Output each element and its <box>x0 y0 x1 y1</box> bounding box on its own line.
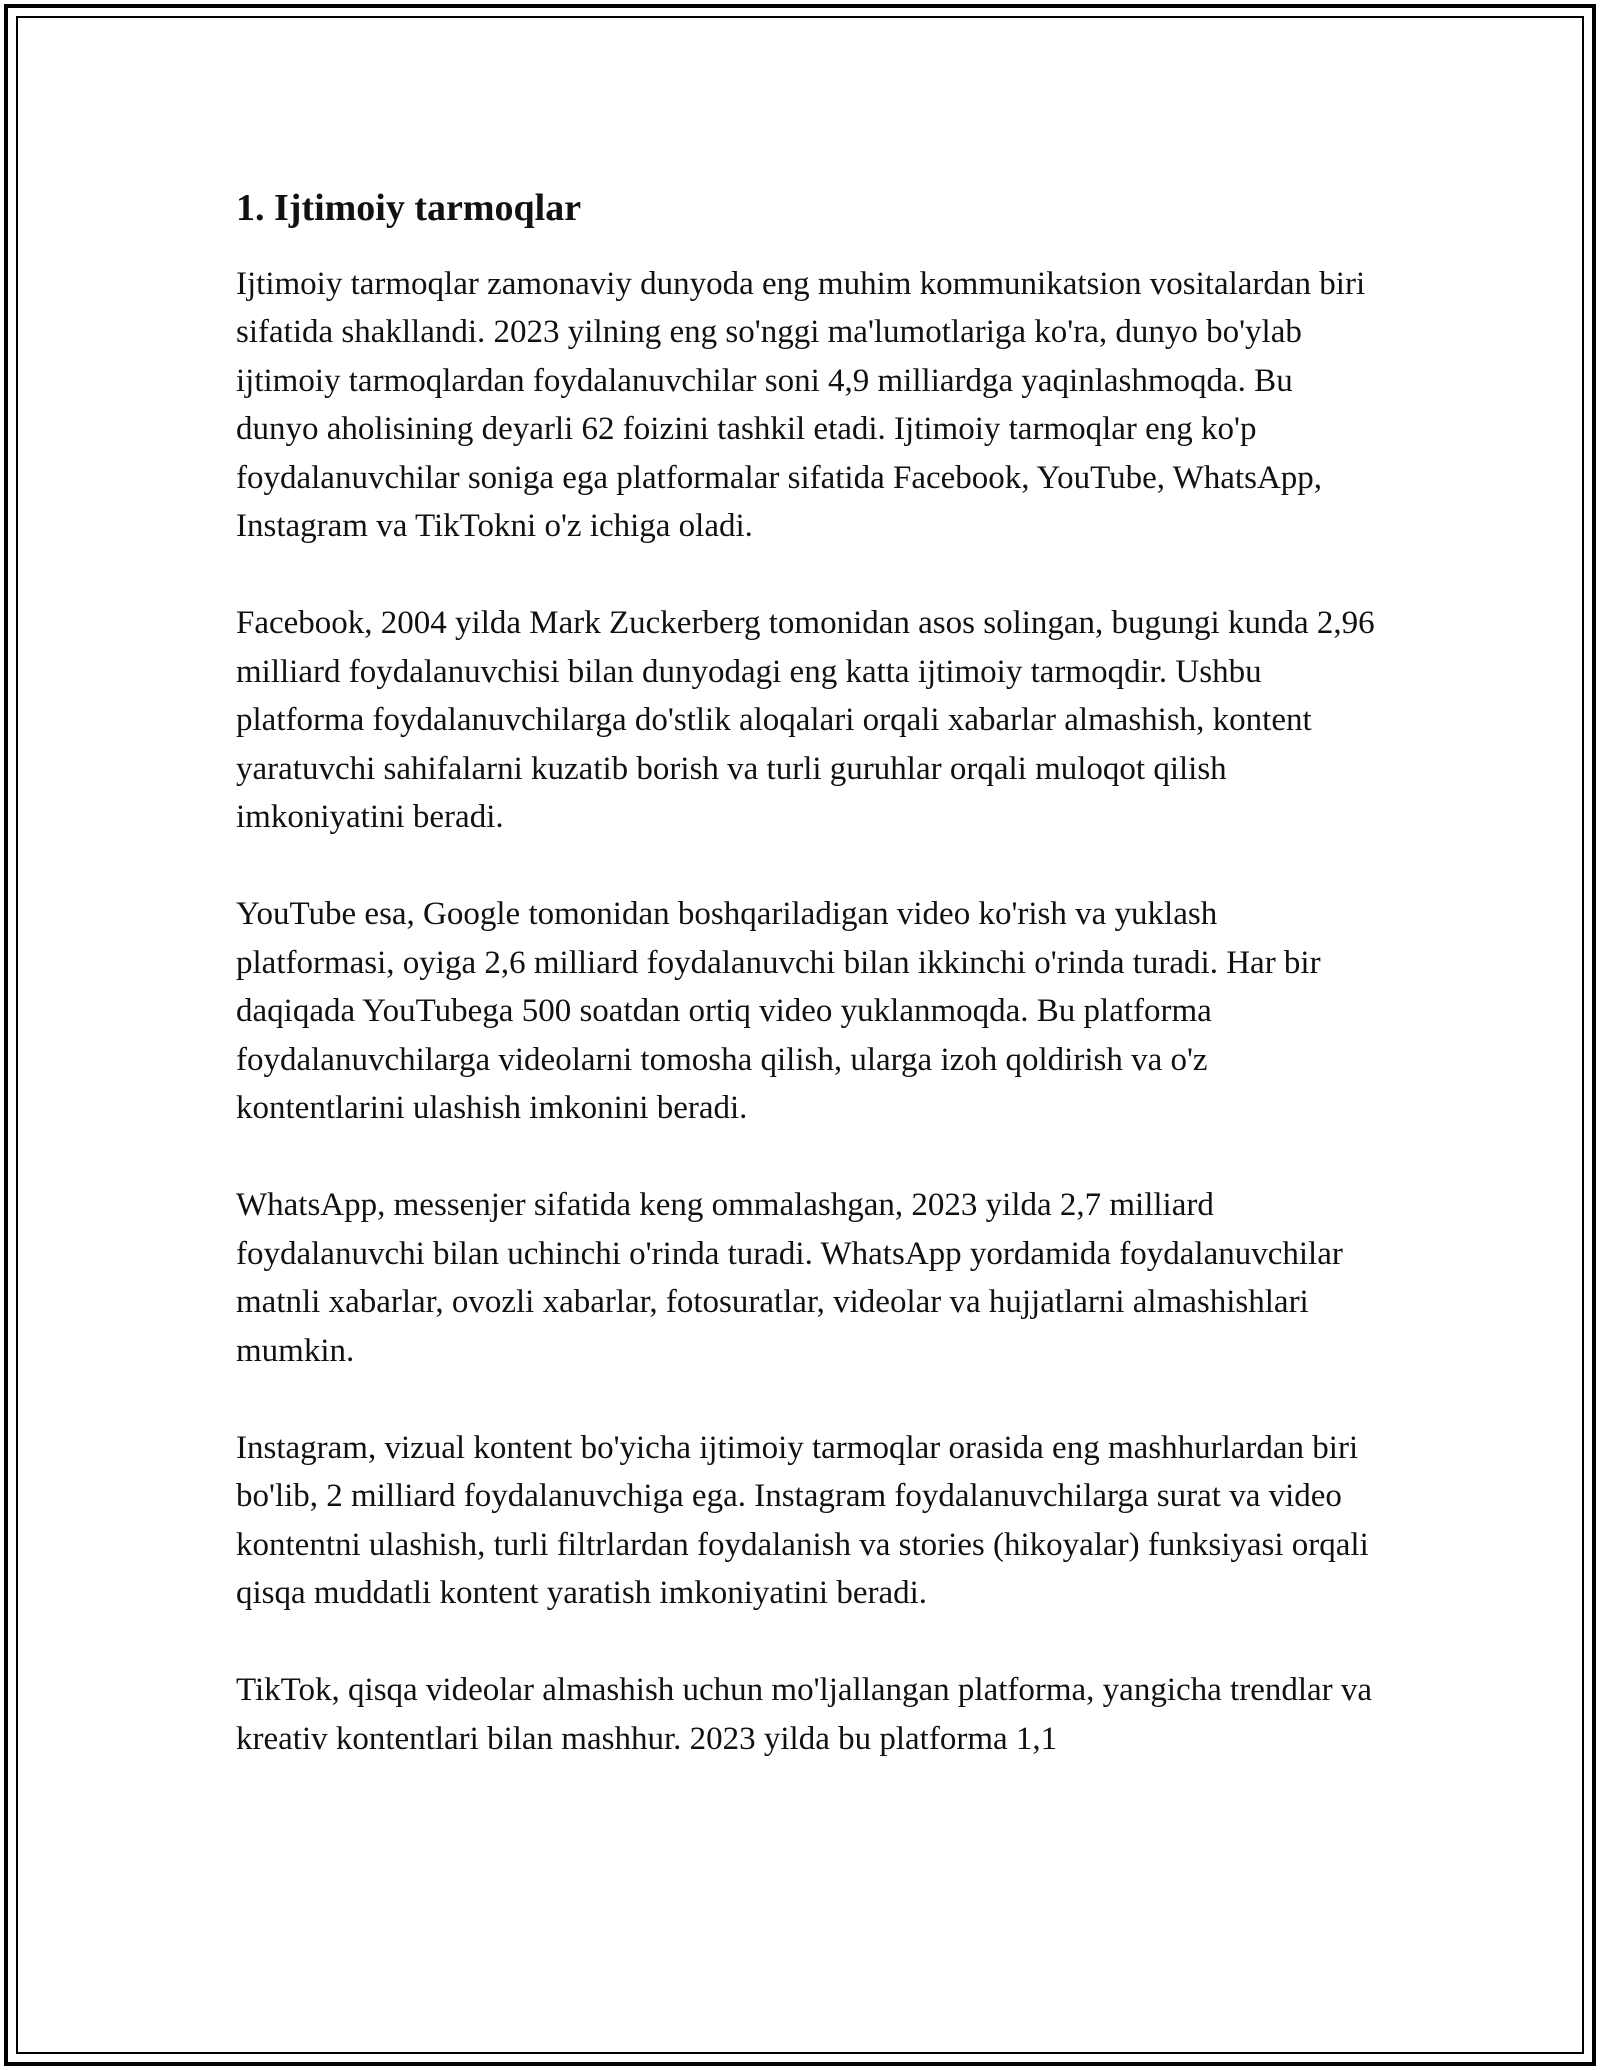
paragraph-instagram: Instagram, vizual kontent bo'yicha ijtimoiy tarmoqlar orasida eng mashhurlardan biri bo'lib, 2 milliard foydalanuvchiga ega. Instagram foydalanuvchilarga surat va video kontentni ulashish, turli filtrlardan foydalanish va stories (hikoyalar) funksiyasi orqali qisqa muddatli kontent yaratish imkoniyatini beradi. <box>236 1429 1369 1612</box>
paragraph-intro: Ijtimoiy tarmoqlar zamonaviy dunyoda eng muhim kommunikatsion vositalardan biri sifatida shakllandi. 2023 yilning eng so'nggi ma'lumotlariga ko'ra, dunyo bo'ylab ijtimoiy tarmoqlardan foydalanuvchilar soni 4,9 milliardga yaqinlashmoqda. Bu dunyo aholisining deyarli 62 foizini tashkil etadi. Ijtimoiy tarmoqlar eng ko'p foydalanuvchilar soniga ega platformalar sifatida Facebook, YouTube, WhatsApp, Instagram va TikTokni o'z ichiga oladi. <box>236 265 1366 545</box>
paragraph-tiktok: TikTok, qisqa videolar almashish uchun mo'ljallangan platforma, yangicha trendlar va kreativ kontentlari bilan mashhur. 2023 yilda bu platforma 1,1 <box>236 1672 1373 1757</box>
section-heading: 1. Ijtimoiy tarmoqlar <box>236 187 582 229</box>
paragraph-whatsapp: WhatsApp, messenjer sifatida keng ommalashgan, 2023 yilda 2,7 milliard foydalanuvchi bilan uchinchi o'rinda turadi. WhatsApp yordamida foydalanuvchilar matnli xabarlar, ovozli xabarlar, fotosuratlar, videolar va hujjatlarni almashishlari mumkin. <box>236 1187 1343 1369</box>
document-body <box>236 186 1376 1812</box>
paragraph-youtube: YouTube esa, Google tomonidan boshqariladigan video ko'rish va yuklash platformasi, oyiga 2,6 milliard foydalanuvchi bilan ikkinchi o'rinda turadi. Har bir daqiqada YouTubega 500 soatdan ortiq video yuklanmoqda. Bu platforma foydalanuvchilarga videolarni tomosha qilish, ularga izoh qoldirish va o'z kontentlarini ulashish imkonini beradi. <box>236 896 1321 1127</box>
paragraph-facebook: Facebook, 2004 yilda Mark Zuckerberg tomonidan asos solingan, bugungi kunda 2,96 milliard foydalanuvchisi bilan dunyodagi eng katta ijtimoiy tarmoqdir. Ushbu platforma foydalanuvchilarga do'stlik aloqalari orqali xabarlar almashish, kontent yaratuvchi sahifalarni kuzatib borish va turli guruhlar orqali muloqot qilish imkoniyatini beradi. <box>236 605 1375 836</box>
